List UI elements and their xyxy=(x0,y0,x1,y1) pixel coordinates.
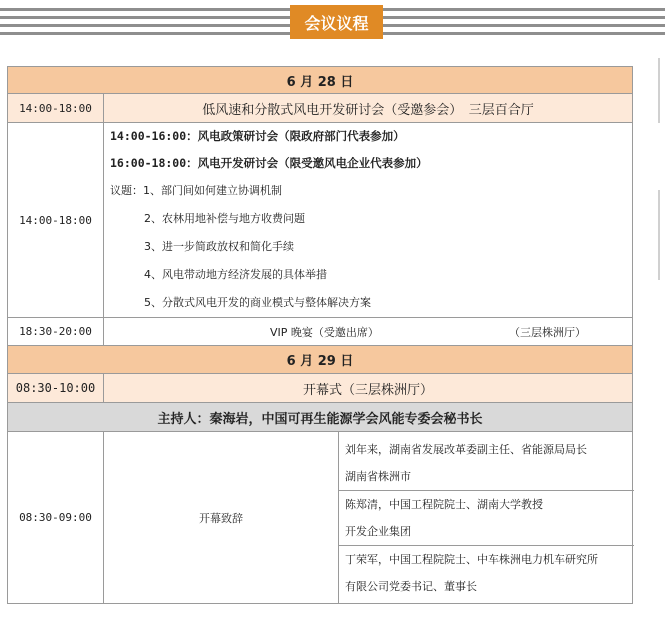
table-row xyxy=(8,123,633,318)
topic-line: 4、风电带动地方经济发展的具体举措 xyxy=(144,268,327,281)
header-band xyxy=(0,0,665,45)
scroll-edge-mark xyxy=(658,58,660,123)
host-row xyxy=(8,403,633,432)
time-cell: 14:00-18:00 xyxy=(8,94,104,123)
table-row xyxy=(8,318,633,346)
session-line: 14:00-16:00：风电政策研讨会（限政府部门代表参加） xyxy=(110,129,405,143)
session-title: 低风速和分散式风电开发研讨会（受邀参会） 三层百合厅 xyxy=(104,94,633,123)
topic-line: 议题：1、部门间如何建立协调机制 xyxy=(110,184,282,197)
date-row-day2 xyxy=(8,346,633,374)
event-label: VIP 晚宴（受邀出席） xyxy=(270,325,379,339)
speaker-line: 湖南省株洲市 xyxy=(345,469,411,483)
speaker-line: 开发企业集团 xyxy=(345,524,411,538)
divider-stripe xyxy=(0,32,290,35)
topic-line: 3、进一步简政放权和简化手续 xyxy=(144,240,294,253)
speaker-list xyxy=(339,432,633,604)
time-cell: 14:00-18:00 xyxy=(8,123,104,318)
divider-stripe xyxy=(383,24,665,27)
speaker-line: 有限公司党委书记、董事长 xyxy=(345,579,477,593)
topic-line: 2、农林用地补偿与地方收费问题 xyxy=(144,212,305,225)
time-cell: 08:30-10:00 xyxy=(8,374,104,403)
date-label: 6 月 28 日 xyxy=(8,67,633,94)
divider-stripe xyxy=(383,8,665,11)
speech-title: 开幕致辞 xyxy=(104,432,339,604)
divider-stripe xyxy=(0,24,290,27)
divider-stripe xyxy=(0,8,290,11)
date-label: 6 月 29 日 xyxy=(8,346,633,374)
date-row-day1 xyxy=(8,67,633,94)
session-title: 开幕式（三层株洲厅） xyxy=(104,374,633,403)
time-cell: 18:30-20:00 xyxy=(8,318,104,346)
table-row xyxy=(8,374,633,403)
table-row xyxy=(8,432,633,604)
topic-line: 5、分散式风电开发的商业模式与整体解决方案 xyxy=(144,296,371,309)
session-detail xyxy=(104,123,633,318)
time-cell: 08:30-09:00 xyxy=(8,432,104,604)
scroll-edge-mark xyxy=(658,190,660,280)
divider-stripe xyxy=(0,16,290,19)
session-line: 16:00-18:00：风电开发研讨会（限受邀风电企业代表参加） xyxy=(110,156,428,170)
venue-label: （三层株洲厅） xyxy=(509,325,587,339)
dinner-cell xyxy=(104,318,633,346)
divider-stripe xyxy=(383,16,665,19)
agenda-table xyxy=(7,66,633,604)
speaker-line: 陈郑清，中国工程院院士、湖南大学教授 xyxy=(345,497,543,511)
table-row xyxy=(8,94,633,123)
speaker-line: 丁荣军，中国工程院院士、中车株洲电力机车研究所 xyxy=(345,552,598,566)
divider-stripe xyxy=(383,32,665,35)
speaker-line: 刘年来，湖南省发展改革委副主任、省能源局局长 xyxy=(345,442,587,456)
page-title: 会议议程 xyxy=(290,5,383,39)
host-label: 主持人：秦海岩，中国可再生能源学会风能专委会秘书长 xyxy=(8,403,633,432)
